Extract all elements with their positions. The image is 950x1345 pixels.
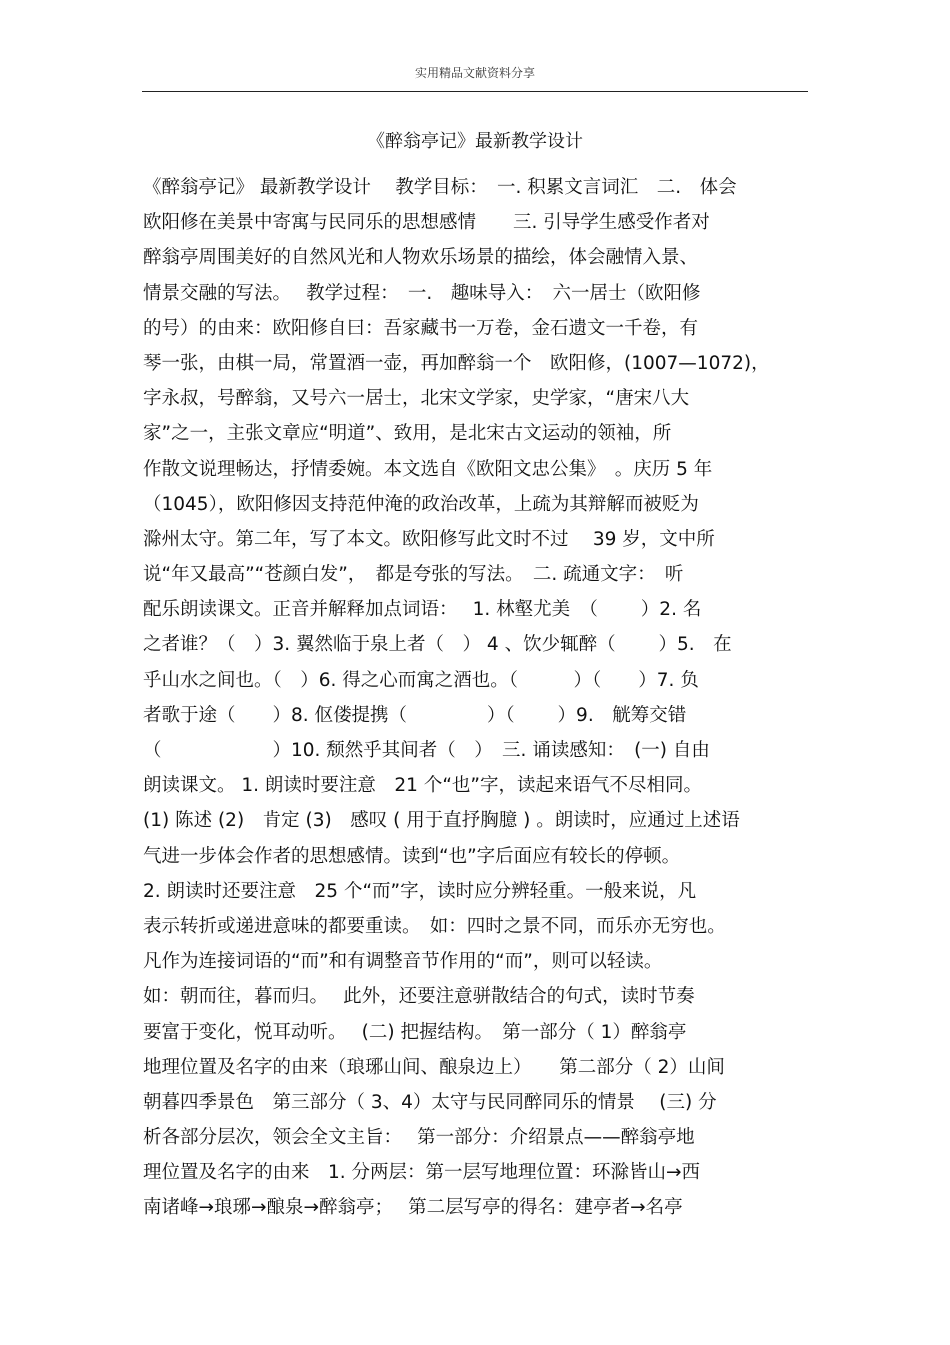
text-line: 说“年又最高”“苍颜白发”， 都是夸张的写法。 二. 疏通文字： 听 bbox=[143, 564, 684, 586]
text-line: （1045），欧阳修因支持范仲淹的政治改革，上疏为其辩解而被贬为 bbox=[143, 493, 699, 515]
document-title: 《醉翁亭记》最新教学设计 bbox=[367, 131, 583, 152]
text-line: 理位置及名字的由来 1. 分两层：第一层写地理位置：环滁皆山→西 bbox=[143, 1162, 701, 1184]
text-line: 朝暮四季景色 第三部分（ 3、4）太守与民同醉同乐的情景 (三) 分 bbox=[143, 1091, 717, 1113]
text-line: 《醉翁亭记》 最新教学设计 教学目标： 一. 积累文言词汇 二. 体会 bbox=[143, 177, 737, 198]
text-line: 滁州太守。第二年，写了本文。欧阳修写此文时不过 39 岁，文中所 bbox=[143, 528, 715, 550]
text-line: 之者谁？（ ）3. 翼然临于泉上者（ ） 4 、饮少辄醉（ ）5. 在 bbox=[143, 634, 732, 656]
text-line: 者歌于途（ ）8. 伛偻提携（ ）（ ）9. 觥筹交错 bbox=[143, 704, 687, 726]
text-line: (1) 陈述 (2) 肯定 (3) 感叹 ( 用于直抒胸臆 ) 。朗读时，应通过上述语 bbox=[143, 810, 740, 832]
document-body bbox=[143, 170, 813, 1226]
text-line: 家”之一，主张文章应“明道”、致用，是北宋古文运动的领袖，所 bbox=[143, 423, 672, 445]
text-line: 气进一步体会作者的思想感情。读到“也”字后面应有较长的停顿。 bbox=[143, 845, 681, 867]
text-line: 字永叔，号醉翁，又号六一居士，北宋文学家，史学家，“唐宋八大 bbox=[143, 388, 690, 410]
text-line: 醉翁亭周围美好的自然风光和人物欢乐场景的描绘，体会融情入景、 bbox=[143, 247, 699, 269]
text-line: 南诸峰→琅琊→酿泉→醉翁亭； 第二层写亭的得名：建亭者→名亭 bbox=[143, 1197, 683, 1219]
header-divider bbox=[142, 91, 808, 92]
text-line: 要富于变化，悦耳动听。 (二) 把握结构。 第一部分（ 1）醉翁亭 bbox=[143, 1021, 687, 1043]
text-line: 欧阳修在美景中寄寓与民同乐的思想感情 三. 引导学生感受作者对 bbox=[143, 212, 710, 234]
text-line: 2. 朗读时还要注意 25 个“而”字，读时应分辨轻重。一般来说，凡 bbox=[143, 880, 697, 902]
text-line: 地理位置及名字的由来（琅琊山间、酿泉边上） 第二部分（ 2）山间 bbox=[143, 1056, 725, 1078]
text-line: 的号）的由来：欧阳修自曰：吾家藏书一万卷，金石遗文一千卷，有 bbox=[143, 317, 699, 339]
text-line: 凡作为连接词语的“而”和有调整音节作用的“而”，则可以轻读。 bbox=[143, 951, 663, 973]
text-line: 如：朝而往，暮而归。 此外，还要注意骈散结合的句式，读时节奏 bbox=[143, 986, 695, 1008]
text-line: 乎山水之间也。（ ）6. 得之心而寓之酒也。（ ）（ ）7. 负 bbox=[143, 669, 699, 691]
header-text: 实用精品文献资料分享 bbox=[414, 66, 535, 80]
text-line: 配乐朗读课文。正音并解释加点词语： 1. 林壑尤美 （ ）2. 名 bbox=[143, 599, 702, 621]
text-line: 作散文说理畅达，抒情委婉。本文选自《欧阳文忠公集》 。庆历 5 年 bbox=[143, 458, 713, 480]
text-line: 琴一张，由棋一局，常置酒一壶，再加醉翁一个 欧阳修，(1007—1072)， bbox=[143, 352, 770, 374]
text-line: 表示转折或递进意味的都要重读。 如：四时之景不同，而乐亦无穷也。 bbox=[143, 915, 726, 937]
page-header bbox=[142, 64, 808, 82]
text-line: 析各部分层次，领会全文主旨： 第一部分：介绍景点——醉翁亭地 bbox=[143, 1127, 695, 1149]
text-line: （ ）10. 颓然乎其间者（ ） 三. 诵读感知： (一) 自由 bbox=[143, 740, 710, 761]
text-line: 情景交融的写法。 教学过程： 一. 趣味导入： 六一居士（欧阳修 bbox=[143, 282, 701, 304]
text-line: 朗读课文。 1. 朗读时要注意 21 个“也”字，读起来语气不尽相同。 bbox=[143, 775, 703, 797]
